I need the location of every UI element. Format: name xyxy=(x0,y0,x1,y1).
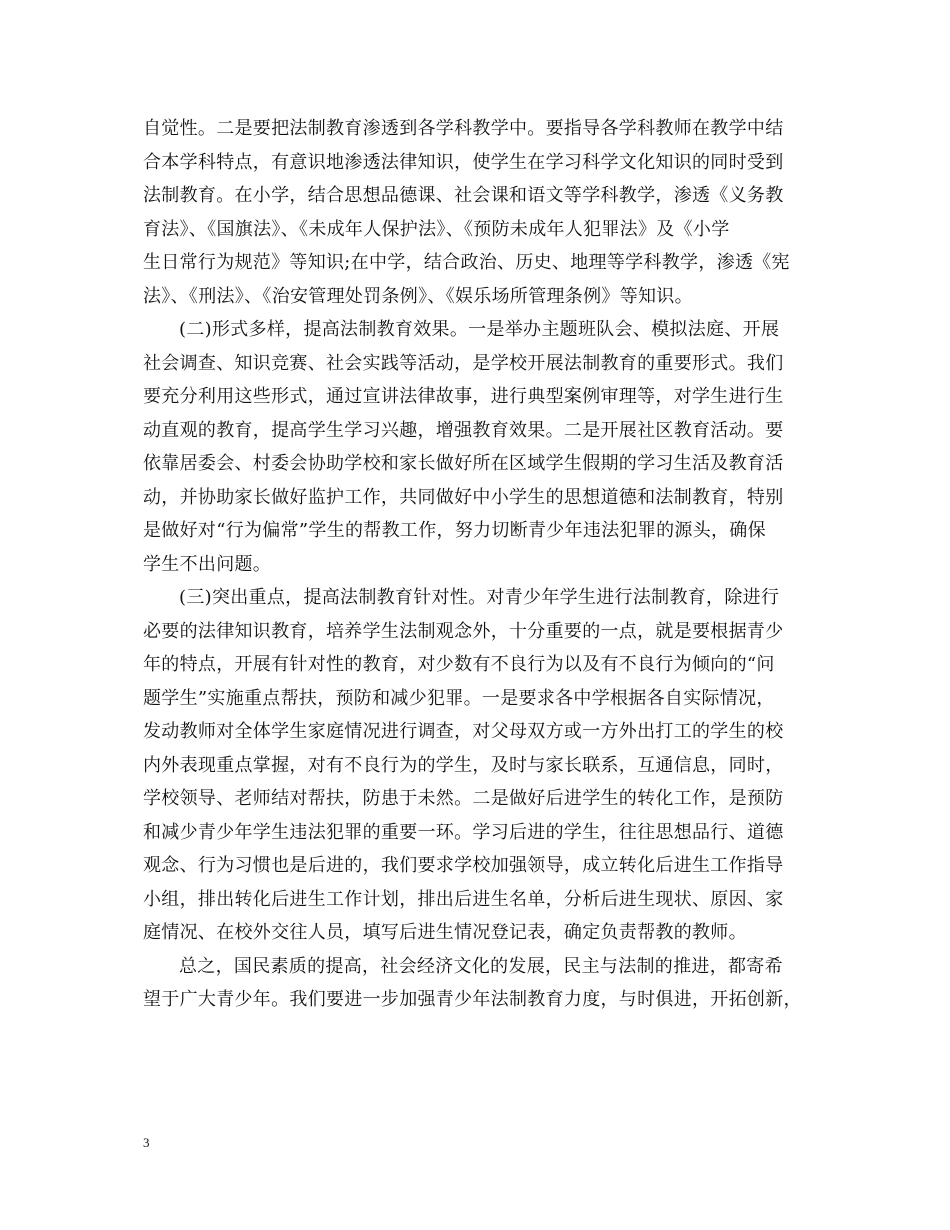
text-line: 和减少青少年学生违法犯罪的重要一环。学习后进的学生，往往思想品行、道德 xyxy=(143,821,784,843)
text-line: 合本学科特点，有意识地渗透法律知识，使学生在学习科学文化知识的同时受到 xyxy=(143,151,784,173)
text-line: 依靠居委会、村委会协助学校和家长做好所在区域学生假期的学习生活及教育活 xyxy=(143,453,784,474)
text-line: 小组，排出转化后进生工作计划，排出后进生名单，分析后进生现状、原因、家 xyxy=(143,888,784,910)
text-line: 育法》、《国旗法》、《未成年人保护法》、《预防未成年人犯罪法》及《小学 xyxy=(143,218,730,240)
document-body xyxy=(143,112,813,1017)
text-line: 总之，国民素质的提高，社会经济文化的发展，民主与法制的推进，都寄希 xyxy=(179,955,783,977)
text-line: 生日常行为规范》等知识;在中学，结合政治、历史、地理等学科教学，渗透《宪 xyxy=(143,252,790,273)
text-line: (二)形式多样，提高法制教育效果。一是举办主题班队会、模拟法庭、开展 xyxy=(179,319,780,340)
text-line: 学校领导、老师结对帮扶，防患于未然。二是做好后进学生的转化工作，是预防 xyxy=(143,788,784,809)
text-line: 学生不出问题。 xyxy=(143,553,272,575)
text-line: 观念、行为习惯也是后进的，我们要求学校加强领导，成立转化后进生工作指导 xyxy=(143,855,784,876)
text-line: 题学生”实施重点帮扶，预防和减少犯罪。一是要求各中学根据各自实际情况， xyxy=(143,687,775,709)
text-line: 动直观的教育，提高学生学习兴趣，增强教育效果。二是开展社区教育活动。要 xyxy=(143,419,784,441)
text-line: 是做好对“行为偏常”学生的帮教工作，努力切断青少年违法犯罪的源头，确保 xyxy=(143,520,766,541)
text-line: 庭情况、在校外交往人员，填写后进生情况登记表，确定负责帮教的教师。 xyxy=(143,922,747,943)
text-line: 社会调查、知识竞赛、社会实践等活动，是学校开展法制教育的重要形式。我们 xyxy=(143,352,784,374)
page-number: 3 xyxy=(143,1135,150,1150)
text-line: 动，并协助家长做好监护工作，共同做好中小学生的思想道德和法制教育，特别 xyxy=(143,486,784,508)
text-line: (三)突出重点，提高法制教育针对性。对青少年学生进行法制教育，除进行 xyxy=(179,587,780,608)
text-line: 必要的法律知识教育，培养学生法制观念外，十分重要的一点，就是要根据青少 xyxy=(143,620,784,642)
text-line: 年的特点，开展有针对性的教育，对少数有不良行为以及有不良行为倾向的“问 xyxy=(143,654,775,675)
text-line: 法制教育。在小学，结合思想品德课、社会课和语文等学科教学，渗透《义务教 xyxy=(143,185,784,206)
text-line: 内外表现重点掌握，对有不良行为的学生，及时与家长联系，互通信息，同时， xyxy=(143,754,784,776)
text-line: 要充分利用这些形式，通过宣讲法律故事，进行典型案例审理等，对学生进行生 xyxy=(143,386,784,407)
text-line: 自觉性。二是要把法制教育渗透到各学科教学中。要指导各学科教师在教学中结 xyxy=(143,118,784,139)
text-line: 发动教师对全体学生家庭情况进行调查，对父母双方或一方外出打工的学生的校 xyxy=(143,721,784,742)
text-line: 望于广大青少年。我们要进一步加强青少年法制教育力度，与时俱进，开拓创新， xyxy=(143,989,802,1010)
text-line: 法》、《刑法》、《治安管理处罚条例》、《娱乐场所管理条例》等知识。 xyxy=(143,285,693,307)
